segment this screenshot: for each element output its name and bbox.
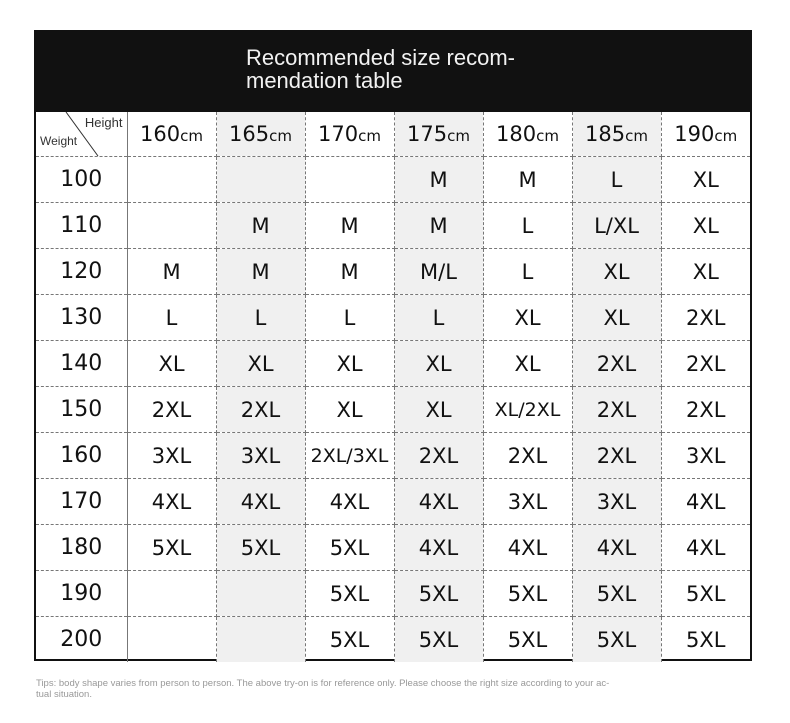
size-cell: 5XL — [305, 525, 394, 571]
size-cell: M — [305, 249, 394, 295]
height-unit: cm — [180, 127, 203, 145]
size-cell: M — [394, 157, 483, 203]
height-unit: cm — [714, 127, 738, 145]
size-cell: XL — [661, 203, 750, 249]
size-cell: 3XL — [127, 433, 216, 479]
size-cell: 2XL — [127, 387, 216, 433]
height-value: 175 — [407, 122, 448, 146]
size-cell: XL — [483, 341, 572, 387]
size-cell — [216, 157, 305, 203]
size-cell: M — [127, 249, 216, 295]
size-cell — [216, 617, 305, 663]
size-cell: XL — [127, 341, 216, 387]
size-cell: 4XL — [394, 525, 483, 571]
height-header-170 — [305, 112, 394, 157]
size-cell: XL — [572, 249, 661, 295]
size-cell: 4XL — [216, 479, 305, 525]
weight-label: 110 — [36, 203, 127, 249]
height-value: 190 — [674, 122, 715, 146]
table-body — [36, 157, 750, 663]
size-cell: 2XL — [661, 295, 750, 341]
weight-label: 100 — [36, 157, 127, 203]
size-cell: L/XL — [572, 203, 661, 249]
size-cell: L — [305, 295, 394, 341]
tips-note: Tips: body shape varies from person to person. The above try-on is for reference only. Please choose the right size according to your ac- tual situation. — [36, 678, 610, 700]
table-row — [36, 479, 750, 525]
height-axis-label: Height — [84, 115, 123, 130]
size-cell: 4XL — [127, 479, 216, 525]
table-row — [36, 525, 750, 571]
size-cell: 3XL — [483, 479, 572, 525]
size-cell: XL — [305, 387, 394, 433]
weight-label: 190 — [36, 571, 127, 617]
height-header-180 — [483, 112, 572, 157]
size-cell: 5XL — [127, 525, 216, 571]
size-cell: L — [216, 295, 305, 341]
size-table — [36, 112, 750, 662]
size-cell: XL — [661, 157, 750, 203]
size-cell: 3XL — [572, 479, 661, 525]
height-header-175 — [394, 112, 483, 157]
height-unit: cm — [536, 127, 559, 145]
size-cell: 4XL — [394, 479, 483, 525]
size-cell — [305, 157, 394, 203]
size-cell: 2XL — [394, 433, 483, 479]
size-cell: XL — [394, 341, 483, 387]
weight-axis-label: Weight — [40, 134, 78, 148]
size-cell: 2XL — [483, 433, 572, 479]
size-cell: XL — [216, 341, 305, 387]
size-cell: 4XL — [661, 525, 750, 571]
size-cell: 2XL — [572, 433, 661, 479]
size-cell — [127, 571, 216, 617]
height-unit: cm — [269, 127, 292, 145]
table-row — [36, 157, 750, 203]
weight-label: 130 — [36, 295, 127, 341]
size-cell: 5XL — [394, 617, 483, 663]
size-cell: M — [483, 157, 572, 203]
corner-cell — [36, 112, 127, 157]
size-cell: 5XL — [572, 617, 661, 663]
size-cell: 5XL — [661, 571, 750, 617]
size-cell: 2XL — [216, 387, 305, 433]
height-header-165 — [216, 112, 305, 157]
size-cell: M — [216, 249, 305, 295]
weight-label: 170 — [36, 479, 127, 525]
weight-label: 180 — [36, 525, 127, 571]
size-cell: 4XL — [483, 525, 572, 571]
size-cell: 5XL — [394, 571, 483, 617]
height-header-160 — [127, 112, 216, 157]
height-header-185 — [572, 112, 661, 157]
weight-label: 120 — [36, 249, 127, 295]
height-header-190 — [661, 112, 750, 157]
size-cell: 4XL — [572, 525, 661, 571]
size-cell: M/L — [394, 249, 483, 295]
size-cell — [127, 617, 216, 663]
table-row — [36, 571, 750, 617]
size-cell: 5XL — [572, 571, 661, 617]
size-cell: XL — [661, 249, 750, 295]
size-cell: XL/2XL — [483, 387, 572, 433]
size-cell: 2XL/3XL — [305, 433, 394, 479]
weight-label: 200 — [36, 617, 127, 663]
height-value: 170 — [318, 122, 359, 146]
size-cell: 3XL — [661, 433, 750, 479]
table-row — [36, 433, 750, 479]
size-cell: M — [305, 203, 394, 249]
weight-label: 150 — [36, 387, 127, 433]
size-cell: L — [394, 295, 483, 341]
size-cell: 2XL — [661, 387, 750, 433]
size-cell: 2XL — [661, 341, 750, 387]
size-cell: XL — [305, 341, 394, 387]
height-value: 185 — [585, 122, 626, 146]
height-unit: cm — [447, 127, 470, 145]
size-cell: 4XL — [661, 479, 750, 525]
size-cell: L — [572, 157, 661, 203]
header-row — [36, 112, 750, 157]
title-bar — [36, 32, 750, 112]
height-value: 160 — [140, 122, 181, 146]
size-cell: 2XL — [572, 387, 661, 433]
weight-label: 140 — [36, 341, 127, 387]
height-value: 180 — [496, 122, 537, 146]
table-row — [36, 341, 750, 387]
size-cell: 5XL — [483, 617, 572, 663]
size-cell: 5XL — [483, 571, 572, 617]
size-cell: 5XL — [686, 627, 726, 652]
table-row — [36, 387, 750, 433]
size-cell: XL — [394, 387, 483, 433]
size-cell: M — [394, 203, 483, 249]
height-unit: cm — [358, 127, 381, 145]
chart-title: Recommended size recom- mendation table — [246, 45, 515, 93]
size-cell: M — [216, 203, 305, 249]
table-row — [36, 295, 750, 341]
size-cell: XL — [483, 295, 572, 341]
height-value: 165 — [229, 122, 270, 146]
size-cell: L — [483, 249, 572, 295]
size-cell: L — [483, 203, 572, 249]
weight-label: 160 — [36, 433, 127, 479]
size-cell: 3XL — [216, 433, 305, 479]
size-cell — [216, 571, 305, 617]
table-row — [36, 203, 750, 249]
size-cell: 5XL — [216, 525, 305, 571]
size-cell: L — [127, 295, 216, 341]
table-row — [36, 249, 750, 295]
size-cell: 5XL — [305, 617, 394, 663]
size-cell — [127, 157, 216, 203]
size-chart — [34, 30, 752, 661]
size-cell: 4XL — [305, 479, 394, 525]
size-cell — [127, 203, 216, 249]
table-row — [36, 617, 750, 663]
size-cell: 5XL — [305, 571, 394, 617]
size-cell: XL — [572, 295, 661, 341]
height-unit: cm — [625, 127, 648, 145]
size-cell: 2XL — [572, 341, 661, 387]
